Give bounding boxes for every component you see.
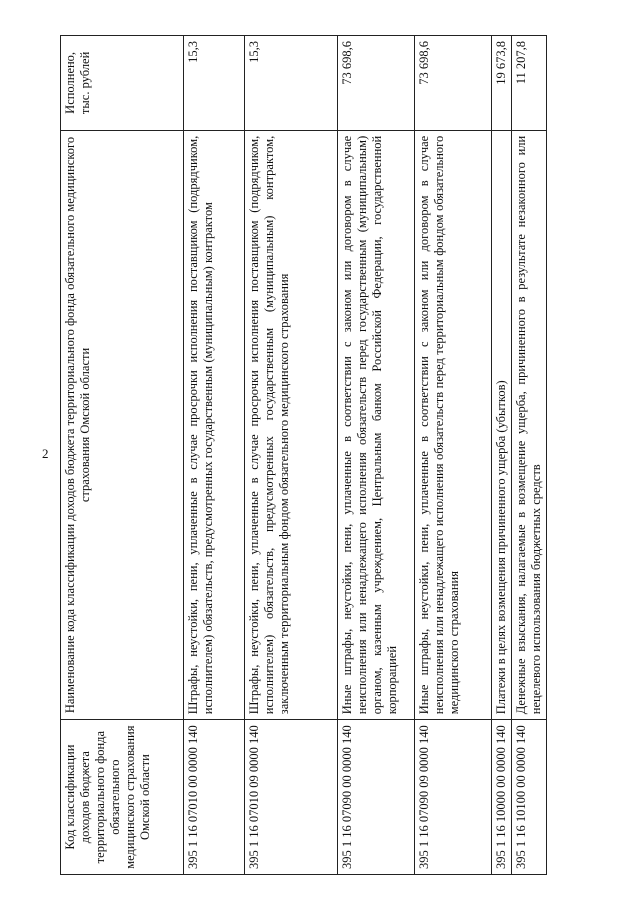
row-name: Иные штрафы, неустойки, пени, уплаченные в соответствии с законом или договором в случае неисполнения или ненадлежащего исполнения обязательств перед территориальным фондом обязательного медицинского страхования (415, 130, 492, 719)
row-code: 395 1 16 10000 00 0000 140 (492, 720, 512, 875)
row-name: Денежные взыскания, налагаемые в возмещение ущерба, причиненного в результате незаконного или нецелевого использования бюджетных средств (512, 130, 547, 719)
page-number: 2 (42, 446, 49, 461)
row-code: 395 1 16 07010 09 0000 140 (245, 720, 338, 875)
table-header-row (61, 36, 184, 875)
header-code: Код классификации доходов бюджета территориального фонда обязательного медицинского страхования Омской области (61, 720, 184, 875)
row-code: 395 1 16 07090 09 0000 140 (415, 720, 492, 875)
row-code: 395 1 16 07090 00 0000 140 (338, 720, 415, 875)
rotated-table-container (60, 35, 547, 875)
row-code: 395 1 16 07010 00 0000 140 (184, 720, 245, 875)
row-amount: 11 207,8 (512, 36, 547, 131)
table-row (245, 36, 338, 875)
row-code: 395 1 16 10100 00 0000 140 (512, 720, 547, 875)
row-amount: 19 673,8 (492, 36, 512, 131)
row-name: Штрафы, неустойки, пени, уплаченные в случае просрочки исполнения поставщиком (подрядчиком, исполнителем) обязательств, предусмотренных государственным (муниципальным) контрактом (184, 130, 245, 719)
row-amount: 73 698,6 (415, 36, 492, 131)
row-amount: 73 698,6 (338, 36, 415, 131)
table-row (512, 36, 547, 875)
table-row (492, 36, 512, 875)
row-name: Иные штрафы, неустойки, пени, уплаченные в соответствии с законом или договором в случае неисполнения или ненадлежащего исполнения обязательств перед государственным (муниципальным) органом, казенным учреждением, Центральным банком Российской Федерации, государственной корпорацией (338, 130, 415, 719)
row-name: Штрафы, неустойки, пени, уплаченные в случае просрочки исполнения поставщиком (подрядчиком, исполнителем) обязательств, предусмотренных государственным (муниципальным) контрактом, заключенным территориальным фондом обязательного медицинского страхования (245, 130, 338, 719)
row-amount: 15,3 (245, 36, 338, 131)
table-row (338, 36, 415, 875)
header-amount: Исполнено, тыс. рублей (61, 36, 184, 131)
row-name: Платежи в целях возмещения причиненного ущерба (убытков) (492, 130, 512, 719)
header-name: Наименование кода классификации доходов бюджета территориального фонда обязательного медицинского страхования Омской области (61, 130, 184, 719)
table-row (415, 36, 492, 875)
table-row (184, 36, 245, 875)
row-amount: 15,3 (184, 36, 245, 131)
income-classification-table (60, 35, 547, 875)
